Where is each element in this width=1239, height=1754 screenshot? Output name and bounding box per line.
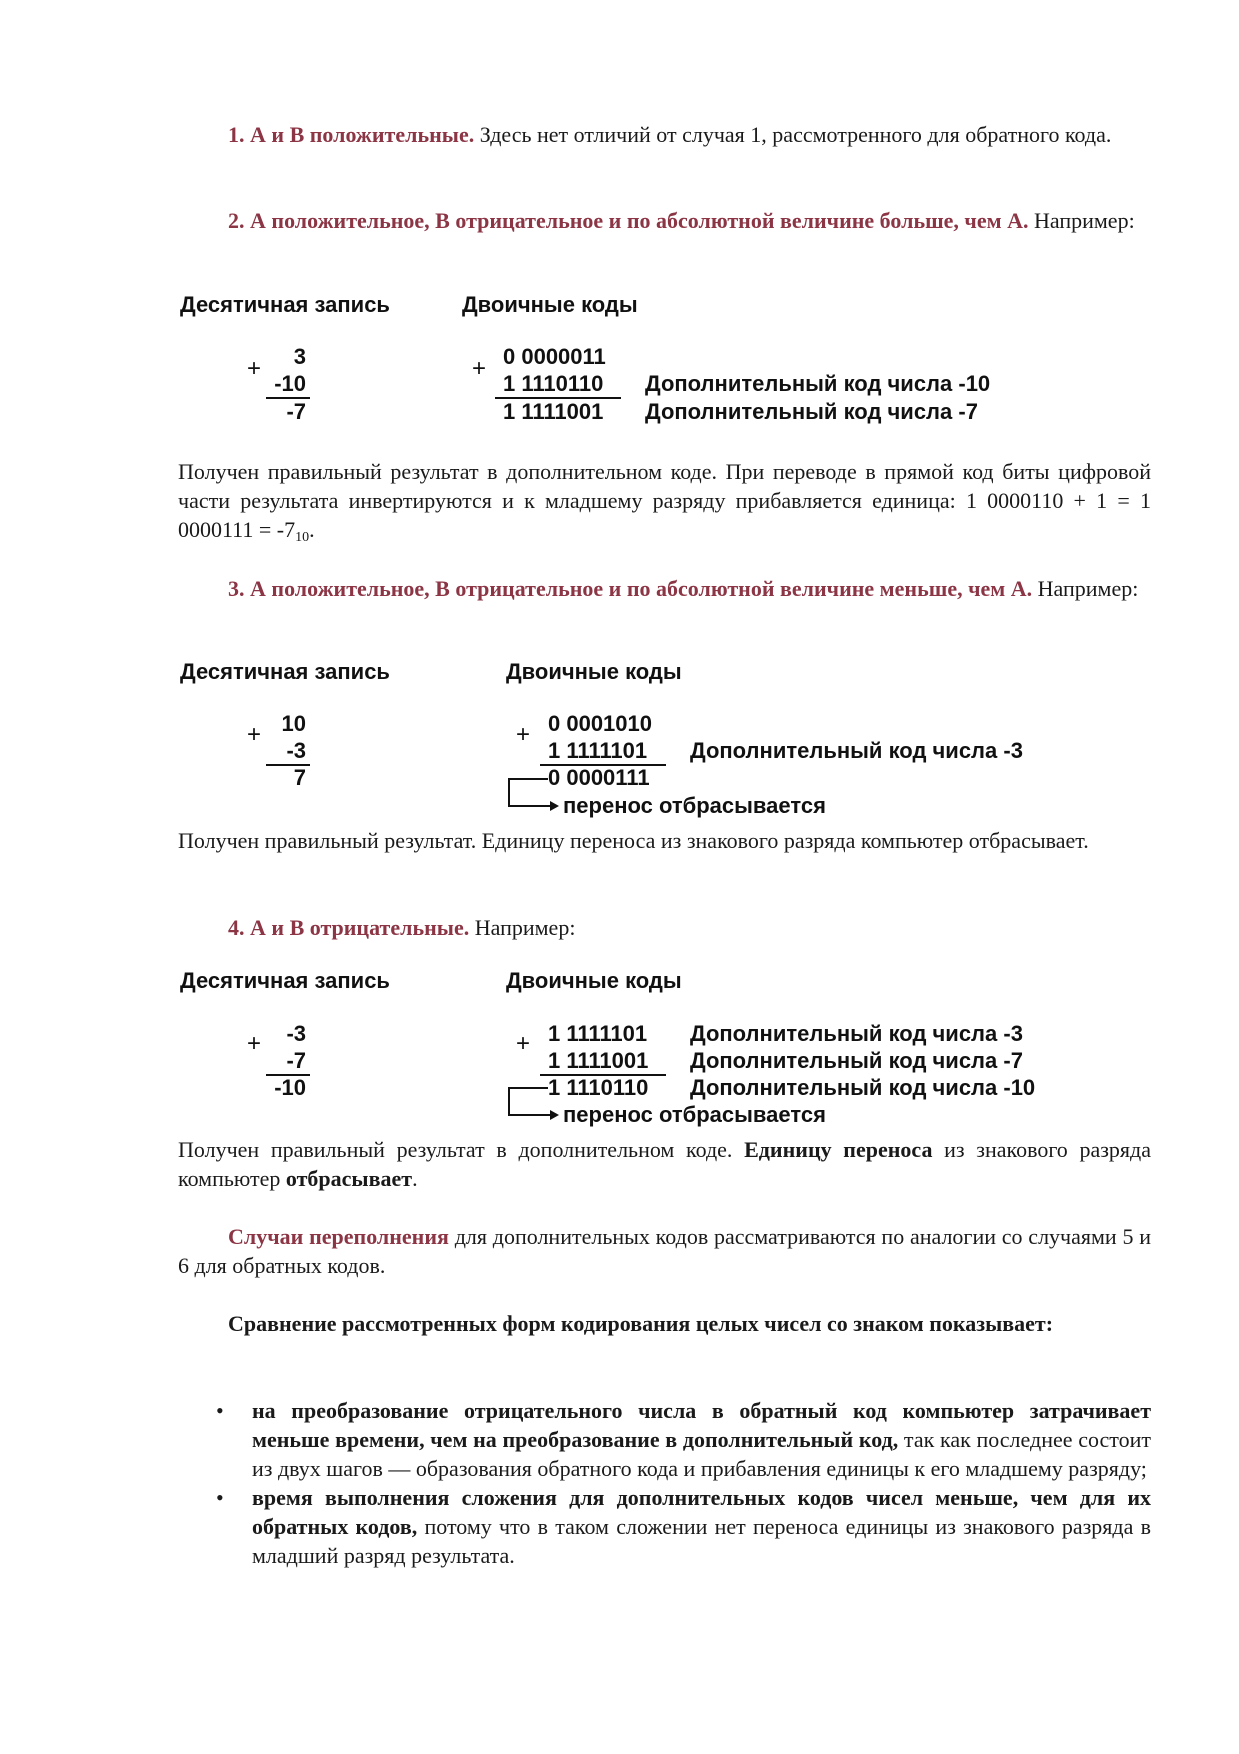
binary-header: Двоичные коды (506, 968, 682, 993)
result-2-text: Получен правильный результат. Единицу переноса из знакового разряда компьютер отбрасывает. (178, 828, 1089, 853)
list-item-bold: на преобразование отрицательного числа в обратный код компьютер затрачивает меньше времени, чем на преобразование в дополнительный код, (252, 1398, 1151, 1452)
overflow-title: Случаи переполнения (228, 1224, 449, 1249)
carry-line (508, 1114, 552, 1116)
list-item-text: потому что в таком сложении нет переноса единицы из знакового разряда в младший разряд результата. (252, 1514, 1151, 1568)
binary-note: Дополнительный код числа -10 (645, 371, 991, 396)
case-3-text: Например: (1032, 576, 1139, 601)
binary-operand-a: 0 0000011 (503, 344, 606, 369)
carry-note: перенос отбрасывается (563, 1102, 826, 1127)
subscript-base: 10 (295, 530, 310, 545)
decimal-header: Десятичная запись (180, 659, 390, 684)
decimal-operand-a: 10 (281, 711, 306, 736)
binary-operand-a: 0 0001010 (548, 711, 652, 736)
binary-note: Дополнительный код числа -10 (690, 1075, 1036, 1100)
decimal-header: Десятичная запись (180, 968, 390, 993)
decimal-operand-a: 3 (293, 344, 306, 369)
decimal-result: -10 (274, 1075, 306, 1100)
plus-sign: + (247, 721, 262, 748)
conclusion-list (178, 1396, 1151, 1570)
case-3-title: 3. А положительное, В отрицательное и по абсолютной величине меньше, чем А. (228, 576, 1033, 601)
binary-operand-b: 1 1110110 (503, 371, 604, 396)
binary-result: 1 1111001 (503, 399, 604, 424)
binary-note: Дополнительный код числа -7 (645, 399, 978, 424)
comparison-paragraph (178, 1309, 1151, 1338)
decimal-operand-b: -10 (274, 371, 306, 396)
result-3-bold: Единицу переноса (744, 1137, 933, 1162)
binary-result: 1 1110110 (548, 1075, 649, 1100)
plus-sign: + (516, 721, 531, 748)
result-3-text: Получен правильный результат в дополнительном коде. (178, 1137, 745, 1162)
decimal-operand-b: -3 (286, 738, 306, 763)
decimal-result: -7 (286, 399, 306, 424)
carry-line (508, 1087, 510, 1115)
bullet-icon: • (216, 1398, 224, 1423)
binary-note: Дополнительный код числа -3 (690, 738, 1023, 763)
overflow-text: для дополнительных кодов рассматриваются по аналогии со случаями 5 и 6 для обратных кодов. (178, 1224, 1151, 1278)
binary-header: Двоичные коды (462, 292, 638, 317)
binary-result: 0 0000111 (548, 765, 650, 790)
case-1-text: Здесь нет отличий от случая 1, рассмотренного для обратного кода. (474, 122, 1112, 147)
result-3-bold: отбрасывает (285, 1166, 413, 1191)
list-item-text: так как последнее состоит из двух шагов — образования обратного кода и прибавления единицы к его младшему разряду; (252, 1427, 1151, 1481)
list-item (178, 1396, 1151, 1483)
plus-sign: + (472, 355, 487, 382)
decimal-result: 7 (293, 765, 306, 790)
decimal-operand-a: -3 (286, 1021, 306, 1046)
case-4-text: Например: (469, 915, 576, 940)
decimal-header: Десятичная запись (180, 292, 390, 317)
result-3-paragraph (178, 1135, 1151, 1193)
binary-operand-b: 1 1111001 (548, 1048, 649, 1073)
comparison-text: Сравнение рассмотренных форм кодирования целых чисел со знаком показывает: (228, 1311, 1054, 1336)
decimal-operand-b: -7 (286, 1048, 306, 1073)
result-3-text: из знакового разряда компьютер (178, 1137, 1152, 1191)
binary-operand-a: 1 1111101 (548, 1021, 648, 1046)
list-item (178, 1483, 1151, 1570)
case-1-title: 1. А и В положительные. (228, 122, 475, 147)
case-2-text: Например: (1028, 208, 1135, 233)
list-item-bold: время выполнения сложения для дополнительных кодов чисел меньше, чем для их обратных кодов, (252, 1485, 1151, 1539)
result-1-end: . (309, 517, 315, 542)
overflow-paragraph (178, 1222, 1151, 1280)
binary-note: Дополнительный код числа -7 (690, 1048, 1023, 1073)
bullet-icon: • (216, 1485, 224, 1510)
binary-operand-b: 1 1111101 (548, 738, 648, 763)
binary-note: Дополнительный код числа -3 (690, 1021, 1023, 1046)
binary-header: Двоичные коды (506, 659, 682, 684)
plus-sign: + (247, 1030, 262, 1057)
case-2-title: 2. А положительное, В отрицательное и по абсолютной величине больше, чем А. (228, 208, 1029, 233)
carry-arrow-icon (550, 1110, 559, 1120)
result-3-text: . (412, 1166, 418, 1191)
carry-line (508, 1087, 548, 1089)
carry-note: перенос отбрасывается (563, 793, 826, 818)
case-4-title: 4. А и В отрицательные. (228, 915, 470, 940)
result-1-text: Получен правильный результат в дополнительном коде. При переводе в прямой код биты цифровой части результата инвертируются и к младшему разряду прибавляется единица: 1 0000110 + 1 = 1 0000111 = -7 (178, 459, 1151, 542)
plus-sign: + (516, 1030, 531, 1057)
plus-sign: + (247, 355, 262, 382)
